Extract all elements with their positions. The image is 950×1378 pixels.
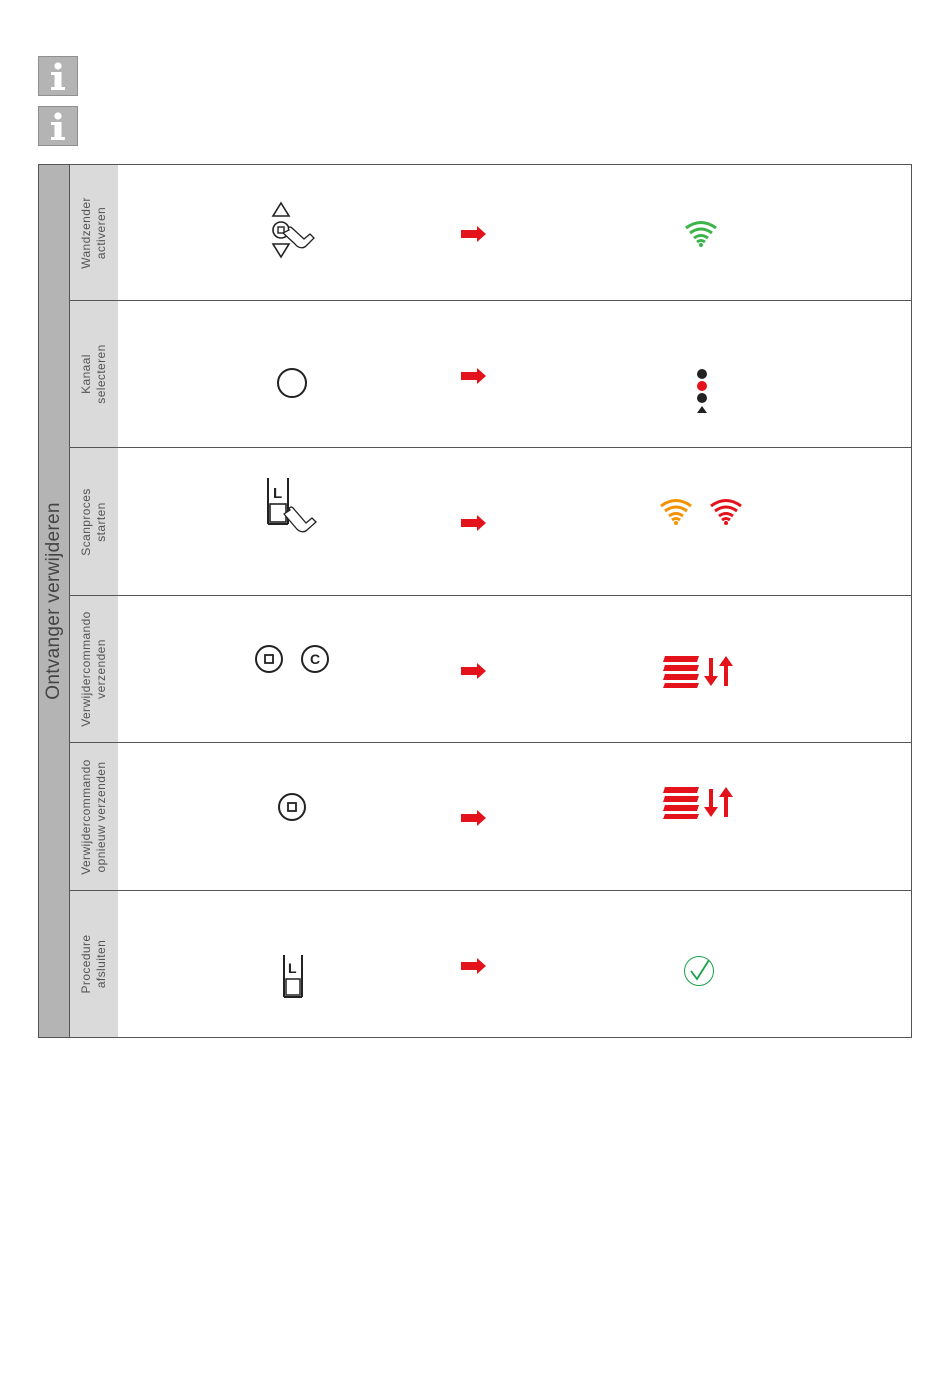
action-cell (118, 164, 463, 301)
action-cell (118, 742, 463, 891)
arrow-cell (462, 742, 488, 891)
red-arrow-icon (461, 663, 487, 679)
stop-button-icon (254, 644, 284, 674)
step-label-line: Verwijdercommando (79, 758, 93, 875)
step-label-line: selecteren (94, 344, 108, 404)
step-label-line: Procedure (79, 934, 93, 994)
red-signal-icon (709, 498, 743, 526)
red-arrow-icon (461, 515, 487, 531)
c-letter: C (309, 651, 321, 667)
step-label-line: Kanaal (79, 354, 93, 394)
result-cell (487, 890, 912, 1038)
step-label-line: opnieuw verzenden (94, 761, 108, 872)
result-cell (487, 595, 912, 743)
info-icon (38, 56, 78, 96)
action-cell (118, 595, 463, 743)
channel-dots-icon (694, 368, 710, 414)
red-arrow-icon (461, 958, 487, 974)
step-label-line: verzenden (94, 639, 108, 699)
arrow-cell (462, 164, 488, 301)
red-jog-motion-icon (661, 785, 737, 819)
result-cell (487, 300, 912, 448)
step-label-line: Wandzender (79, 196, 93, 269)
step-label-cell (70, 300, 119, 448)
result-cell (487, 164, 912, 301)
step-label-line: activeren (94, 206, 108, 259)
green-signal-icon (684, 220, 718, 248)
step-label-cell (70, 595, 119, 743)
procedure-title-cell (38, 164, 70, 1038)
green-check-icon (683, 955, 715, 987)
action-cell (118, 447, 463, 596)
step-label-line: Verwijdercommando (79, 611, 93, 727)
red-arrow-icon (461, 810, 487, 826)
stop-button-icon (277, 792, 307, 822)
learn-letter: L (273, 485, 283, 502)
procedure-title: Ontvanger verwijderen (43, 502, 64, 700)
select-button-icon (276, 367, 308, 399)
arrow-cell (462, 300, 488, 448)
arrow-cell (462, 595, 488, 743)
red-arrow-icon (461, 368, 487, 384)
action-cell (118, 300, 463, 448)
arrow-cell (462, 447, 488, 596)
result-cell (487, 742, 912, 891)
learn-button-icon (282, 953, 304, 999)
learn-button-press-icon (266, 476, 320, 538)
step-label-cell (70, 164, 119, 301)
red-arrow-icon (461, 226, 487, 242)
step-label-line: afsluiten (94, 939, 108, 989)
c-button-icon (300, 644, 330, 674)
arrow-cell (462, 890, 488, 1038)
step-label-line: starten (94, 501, 108, 542)
step-label-cell (70, 447, 119, 596)
step-label-line: Scanproces (79, 487, 93, 556)
step-label-cell (70, 890, 119, 1038)
orange-signal-icon (659, 498, 693, 526)
learn-letter: L (288, 960, 297, 976)
info-icon (38, 106, 78, 146)
up-stop-down-keypad-press-icon (268, 202, 318, 260)
result-cell (487, 447, 912, 596)
action-cell (118, 890, 463, 1038)
red-jog-motion-icon (661, 654, 737, 688)
step-label-cell (70, 742, 119, 891)
